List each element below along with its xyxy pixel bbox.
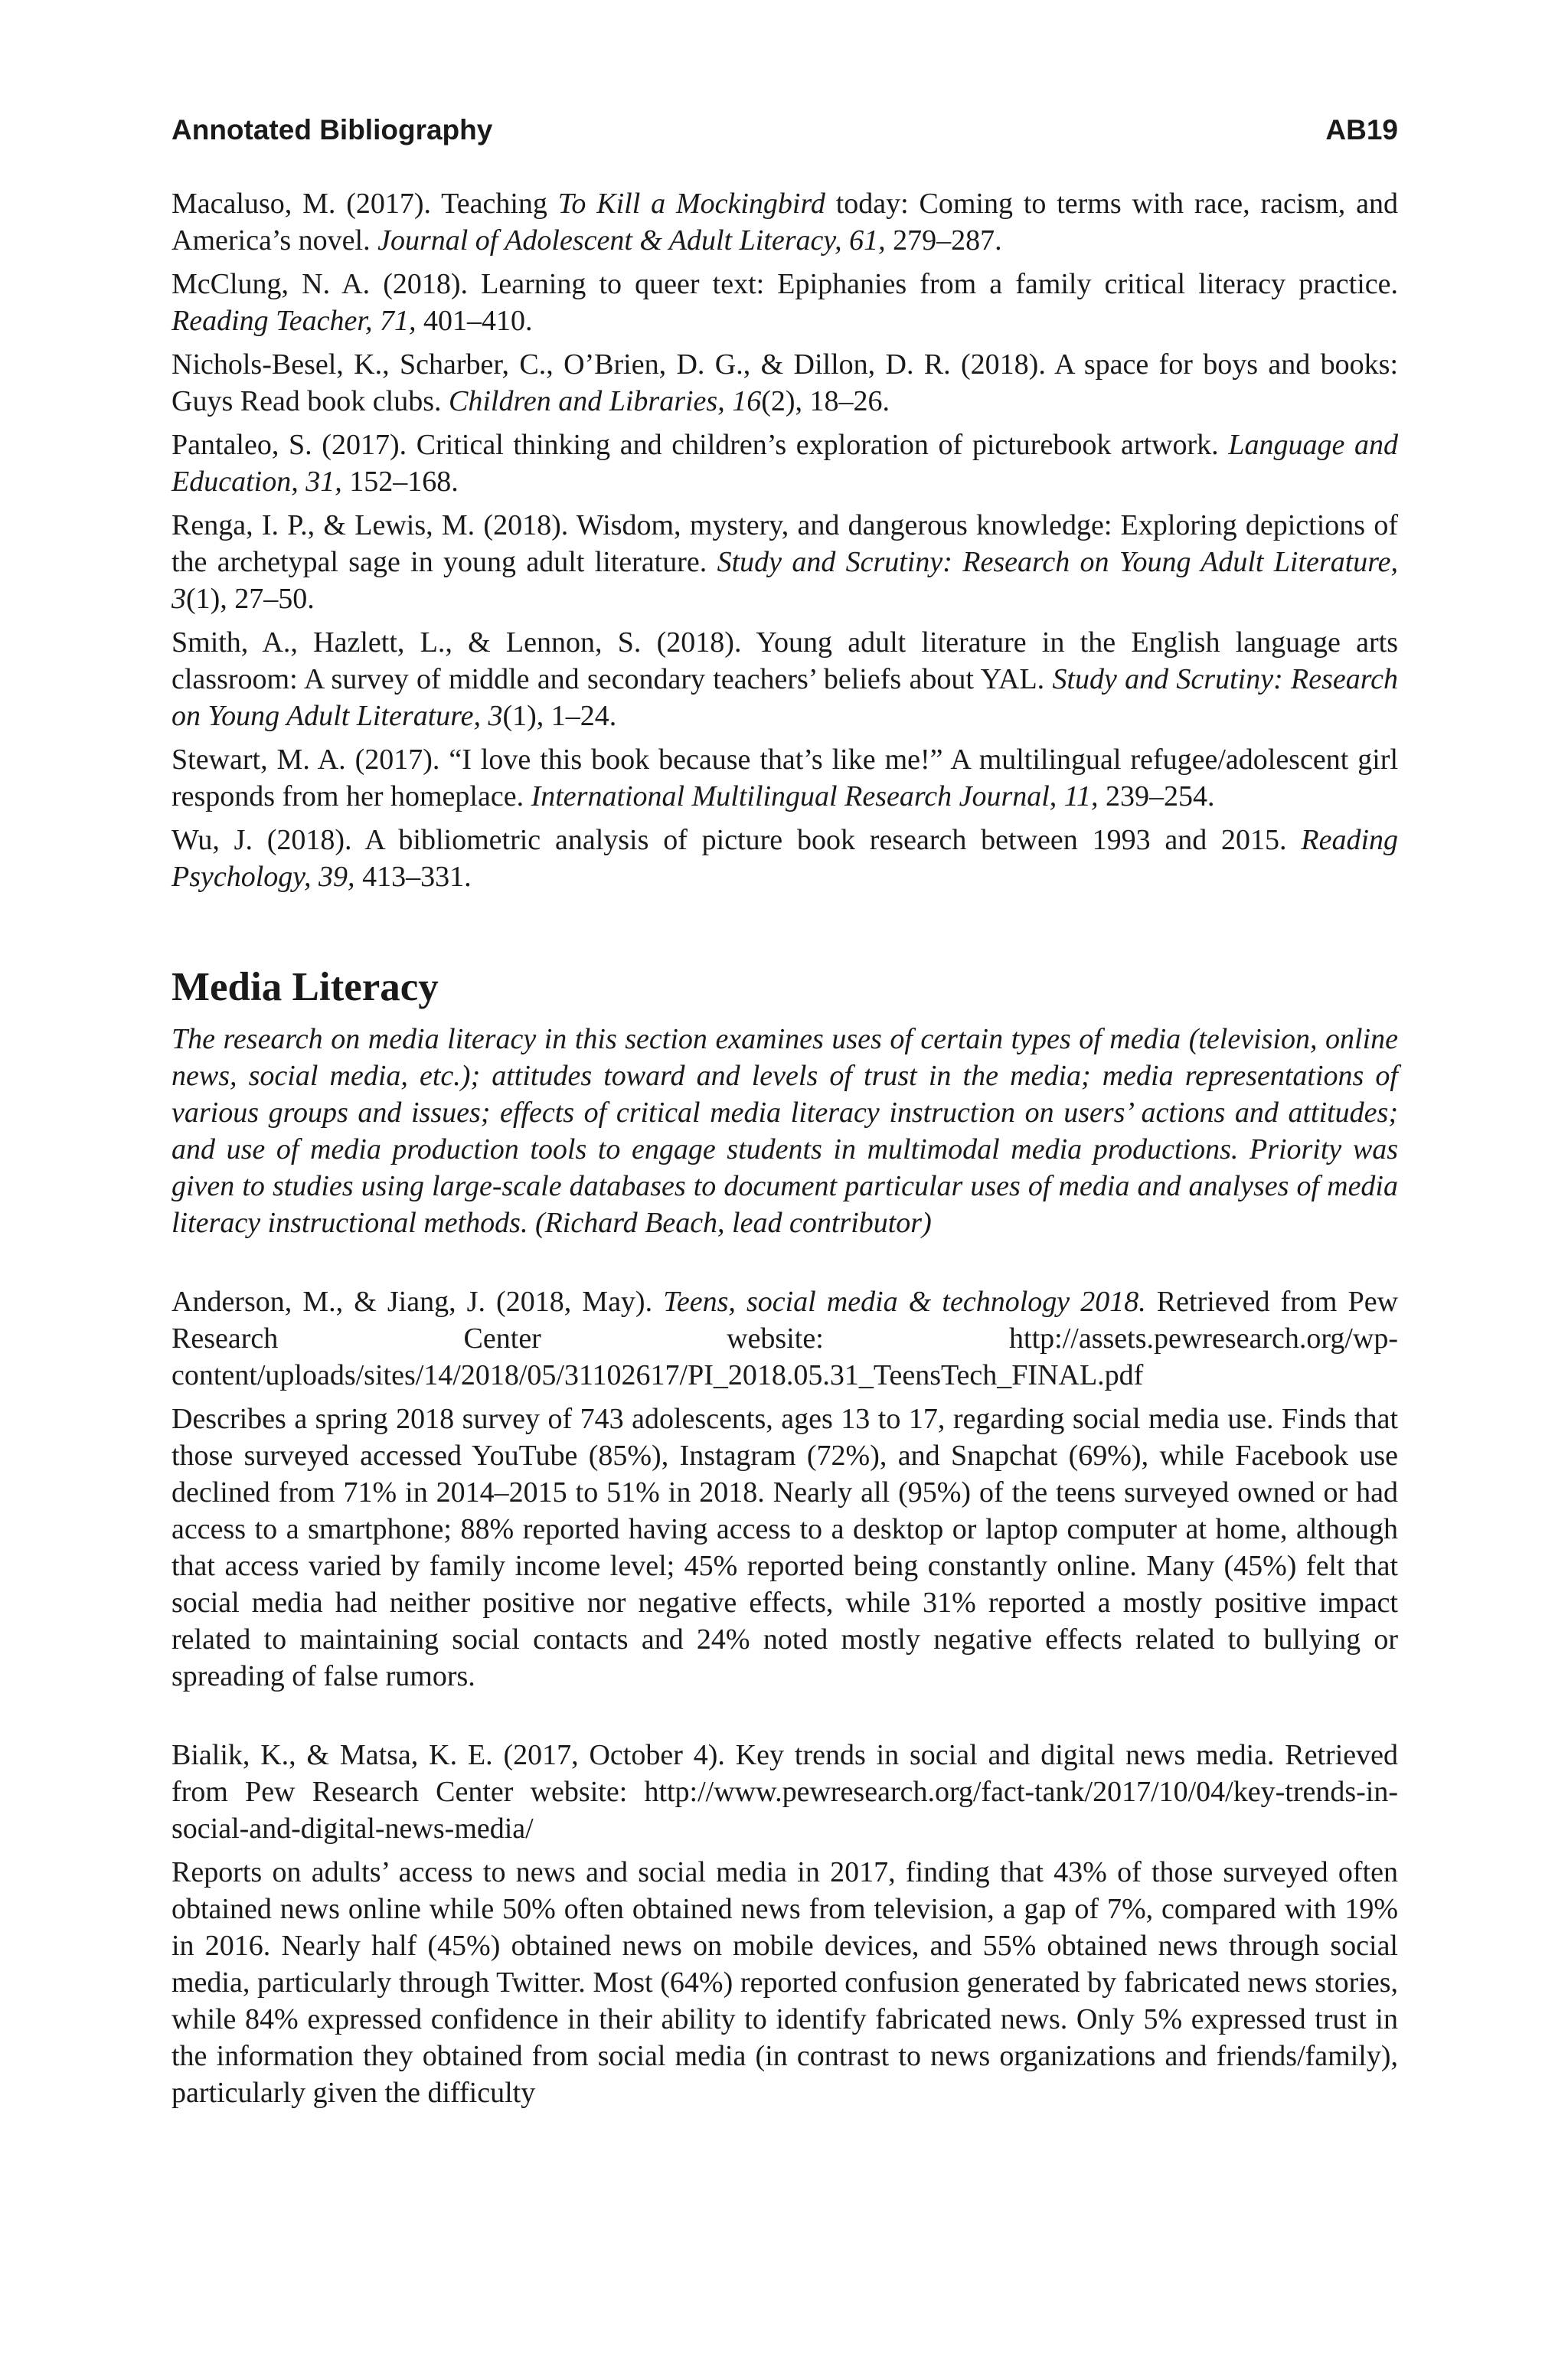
entry-citation: Bialik, K., & Matsa, K. E. (2017, October 4). Key trends in social and digital news media. Retrieved from Pew Research Center website: http://www.pewresearch.org/fact-tank/2017/10/04/key-trends-in-social-and-digital-news-media/	[172, 1739, 1398, 1845]
annotated-entries	[172, 1283, 1398, 2111]
page-number: AB19	[1325, 114, 1398, 145]
reference-entry: Pantaleo, S. (2017). Critical thinking and children’s exploration of picturebook artwork. Language and Education, 31, 152–168.	[172, 429, 1399, 498]
reference-entry: Smith, A., Hazlett, L., & Lennon, S. (2018). Young adult literature in the English language arts classroom: A survey of middle and secondary teachers’ beliefs about YAL. Study and Scrutiny: Research on Young Adult Literature, 3(1), 1–24.	[172, 626, 1398, 732]
reference-entry: Renga, I. P., & Lewis, M. (2018). Wisdom, mystery, and dangerous knowledge: Exploring depictions of the archetypal sage in young adult literature. Study and Scrutiny: Research on Young Adult Literature, 3(1), 27–50.	[172, 509, 1399, 615]
reference-entry: McClung, N. A. (2018). Learning to queer text: Epiphanies from a family critical literacy practice. Reading Teacher, 71, 401–410.	[172, 268, 1398, 337]
document-page	[172, 115, 1398, 2111]
entry-citation: Anderson, M., & Jiang, J. (2018, May). Teens, social media & technology 2018. Retrieved from Pew Research Center website: http://assets.pewresearch.org/wp-content/uploads/sites/14/2018/05/31102617/PI_2018.05.31_TeensTech_FINAL.pdf	[172, 1286, 1399, 1391]
reference-entry: Stewart, M. A. (2017). “I love this book because that’s like me!” A multilingual refugee/adolescent girl responds from her homeplace. International Multilingual Research Journal, 11, 239–254.	[172, 744, 1398, 812]
reference-entry: Wu, J. (2018). A bibliometric analysis of picture book research between 1993 and 2015. Reading Psychology, 39, 413–331.	[172, 824, 1398, 893]
entry-annotation: Reports on adults’ access to news and social media in 2017, finding that 43% of those surveyed often obtained news online while 50% often obtained news from television, a gap of 7%, compared with 19% in 2016. Nearly half (45%) obtained news on mobile devices, and 55% obtained news through social media, particularly through Twitter. Most (64%) reported confusion generated by fabricated news stories, while 84% expressed confidence in their ability to identify fabricated news. Only 5% expressed trust in the information they obtained from social media (in contrast to news organizations and friends/family), particularly given the difficulty	[172, 1856, 1398, 2109]
reference-entry: Macaluso, M. (2017). Teaching To Kill a Mockingbird today: Coming to terms with race, racism, and America’s novel. Journal of Adolescent & Adult Literacy, 61, 279–287.	[172, 188, 1399, 257]
reference-entry: Nichols-Besel, K., Scharber, C., O’Brien, D. G., & Dillon, D. R. (2018). A space for boys and books: Guys Read book clubs. Children and Libraries, 16(2), 18–26.	[172, 348, 1398, 417]
reference-list	[172, 185, 1398, 895]
section-heading: Media Literacy	[172, 965, 439, 1009]
running-head-title: Annotated Bibliography	[172, 114, 493, 145]
entry-annotation: Describes a spring 2018 survey of 743 adolescents, ages 13 to 17, regarding social media use. Finds that those surveyed accessed YouTube (85%), Instagram (72%), and Snapchat (69%), while Facebook use declined from 71% in 2014–2015 to 51% in 2018. Nearly all (95%) of the teens surveyed owned or had access to a smartphone; 88% reported having access to a desktop or laptop computer at home, although that access varied by family income level; 45% reported being constantly online. Many (45%) felt that social media had neither positive nor negative effects, while 31% reported a mostly positive impact related to maintaining social contacts and 24% noted mostly negative effects related to bullying or spreading of false rumors.	[172, 1403, 1398, 1692]
running-head	[172, 115, 1398, 145]
section-intro: The research on media literacy in this section examines uses of certain types of media (television, online news, social media, etc.); attitudes toward and levels of trust in the media; media representations of various groups and issues; effects of critical media literacy instruction on users’ actions and attitudes; and use of media production tools to engage students in multimodal media productions. Priority was given to studies using large-scale databases to document particular uses of media and analyses of media literacy instructional methods. (Richard Beach, lead contributor)	[172, 1023, 1398, 1239]
